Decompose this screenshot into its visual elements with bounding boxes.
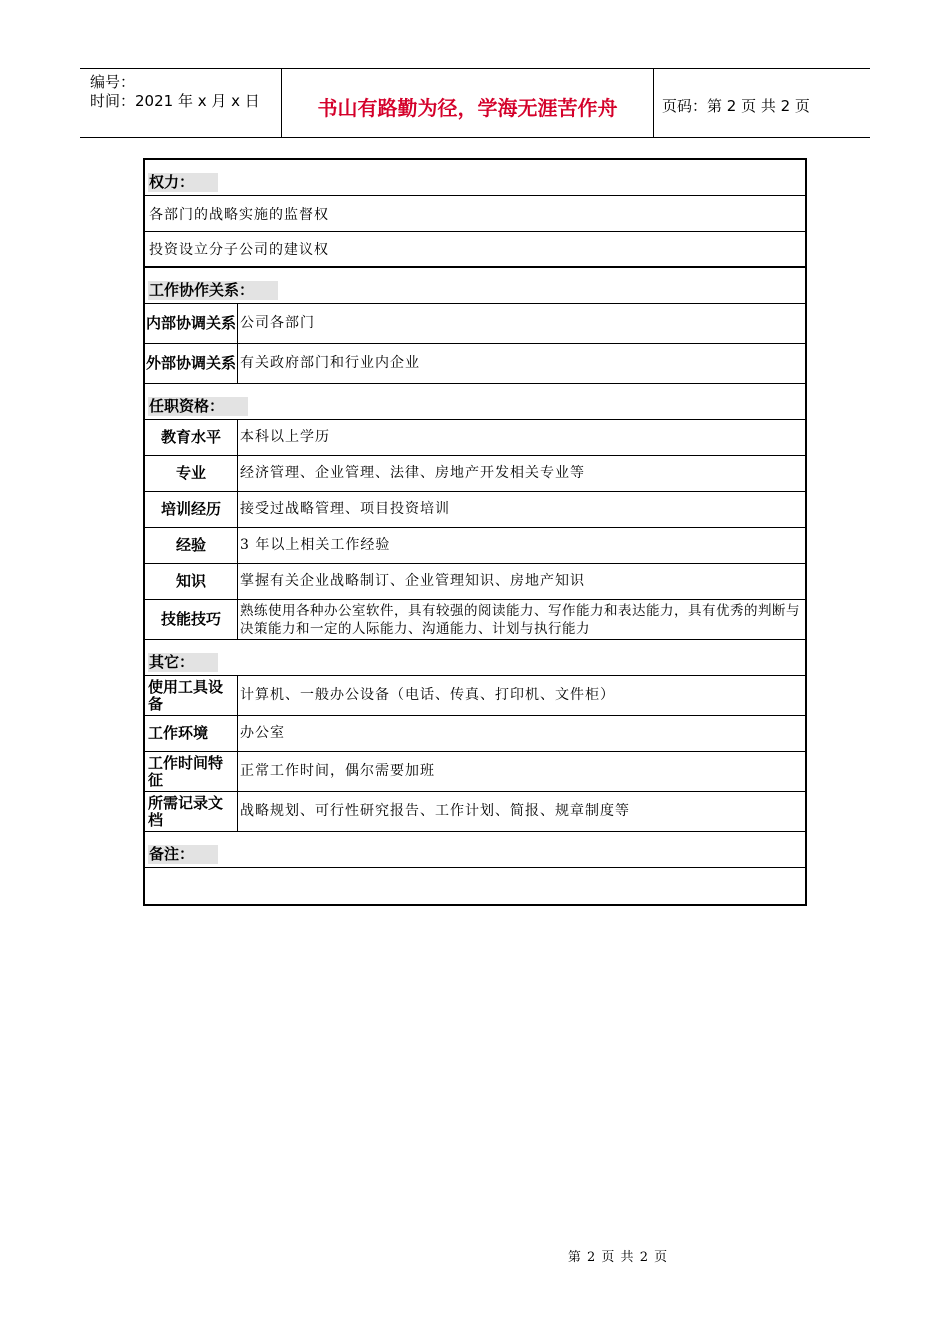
table-row (145, 344, 805, 384)
table-row (145, 716, 805, 752)
section-other (145, 640, 805, 676)
section-remarks (145, 832, 805, 868)
page-header (80, 68, 870, 138)
table-row (145, 676, 805, 716)
table-row (145, 792, 805, 832)
authority-item: 各部门的战略实施的监督权 (145, 196, 805, 232)
table-row (145, 564, 805, 600)
row-label: 工作环境 (145, 716, 238, 751)
row-value: 接受过战略管理、项目投资培训 (240, 501, 450, 517)
document-time-label: 时间：2021 年 x 月 x 日 (90, 92, 260, 110)
header-page-number: 页码：第 2 页 共 2 页 (662, 96, 810, 115)
row-value: 公司各部门 (240, 315, 315, 331)
section-authority (145, 160, 805, 196)
row-value: 掌握有关企业战略制订、企业管理知识、房地产知识 (240, 573, 585, 589)
table-row (145, 420, 805, 456)
row-value: 熟练使用各种办公室软件，具有较强的阅读能力、写作能力和表达能力，具有优秀的判断与决策能力和一定的人际能力、沟通能力、计划与执行能力 (240, 602, 800, 637)
row-label: 经验 (145, 528, 238, 563)
row-value: 本科以上学历 (240, 429, 330, 445)
row-label: 培训经历 (145, 492, 238, 527)
section-title: 工作协作关系： (148, 281, 278, 300)
document-number-label: 编号： (90, 73, 136, 91)
row-label: 技能技巧 (145, 600, 238, 639)
section-qualifications (145, 384, 805, 420)
table-row (145, 600, 805, 640)
row-label: 外部协调关系 (145, 344, 238, 383)
table-row (145, 528, 805, 564)
row-label: 工作时间特征 (145, 752, 238, 791)
row-label: 专业 (145, 456, 238, 491)
row-value: 3 年以上相关工作经验 (240, 537, 391, 553)
row-value: 经济管理、企业管理、法律、房地产开发相关专业等 (240, 465, 585, 481)
section-title: 权力： (148, 173, 218, 192)
row-label: 知识 (145, 564, 238, 599)
table-row (145, 456, 805, 492)
section-title: 备注： (148, 845, 218, 864)
row-label: 内部协调关系 (145, 304, 238, 343)
row-value: 战略规划、可行性研究报告、工作计划、简报、规章制度等 (240, 803, 630, 819)
section-title: 任职资格： (148, 397, 248, 416)
row-value: 有关政府部门和行业内企业 (240, 355, 420, 371)
row-value: 办公室 (240, 725, 285, 741)
table-row (145, 752, 805, 792)
header-motto: 书山有路勤为径，学海无涯苦作舟 (282, 69, 654, 137)
row-value: 计算机、一般办公设备（电话、传真、打印机、文件柜） (240, 687, 615, 703)
table-row (145, 304, 805, 344)
authority-item: 投资设立分子公司的建议权 (145, 232, 805, 268)
table-row (145, 492, 805, 528)
row-value: 正常工作时间，偶尔需要加班 (240, 763, 435, 779)
page-footer: 第 2 页 共 2 页 (567, 1250, 669, 1265)
row-label: 教育水平 (145, 420, 238, 455)
remarks-content (145, 868, 805, 904)
row-label: 所需记录文档 (145, 792, 238, 831)
row-label: 使用工具设备 (145, 676, 238, 715)
section-title: 其它： (148, 653, 218, 672)
header-meta (80, 69, 282, 137)
job-description-table (143, 158, 807, 906)
section-relations (145, 268, 805, 304)
